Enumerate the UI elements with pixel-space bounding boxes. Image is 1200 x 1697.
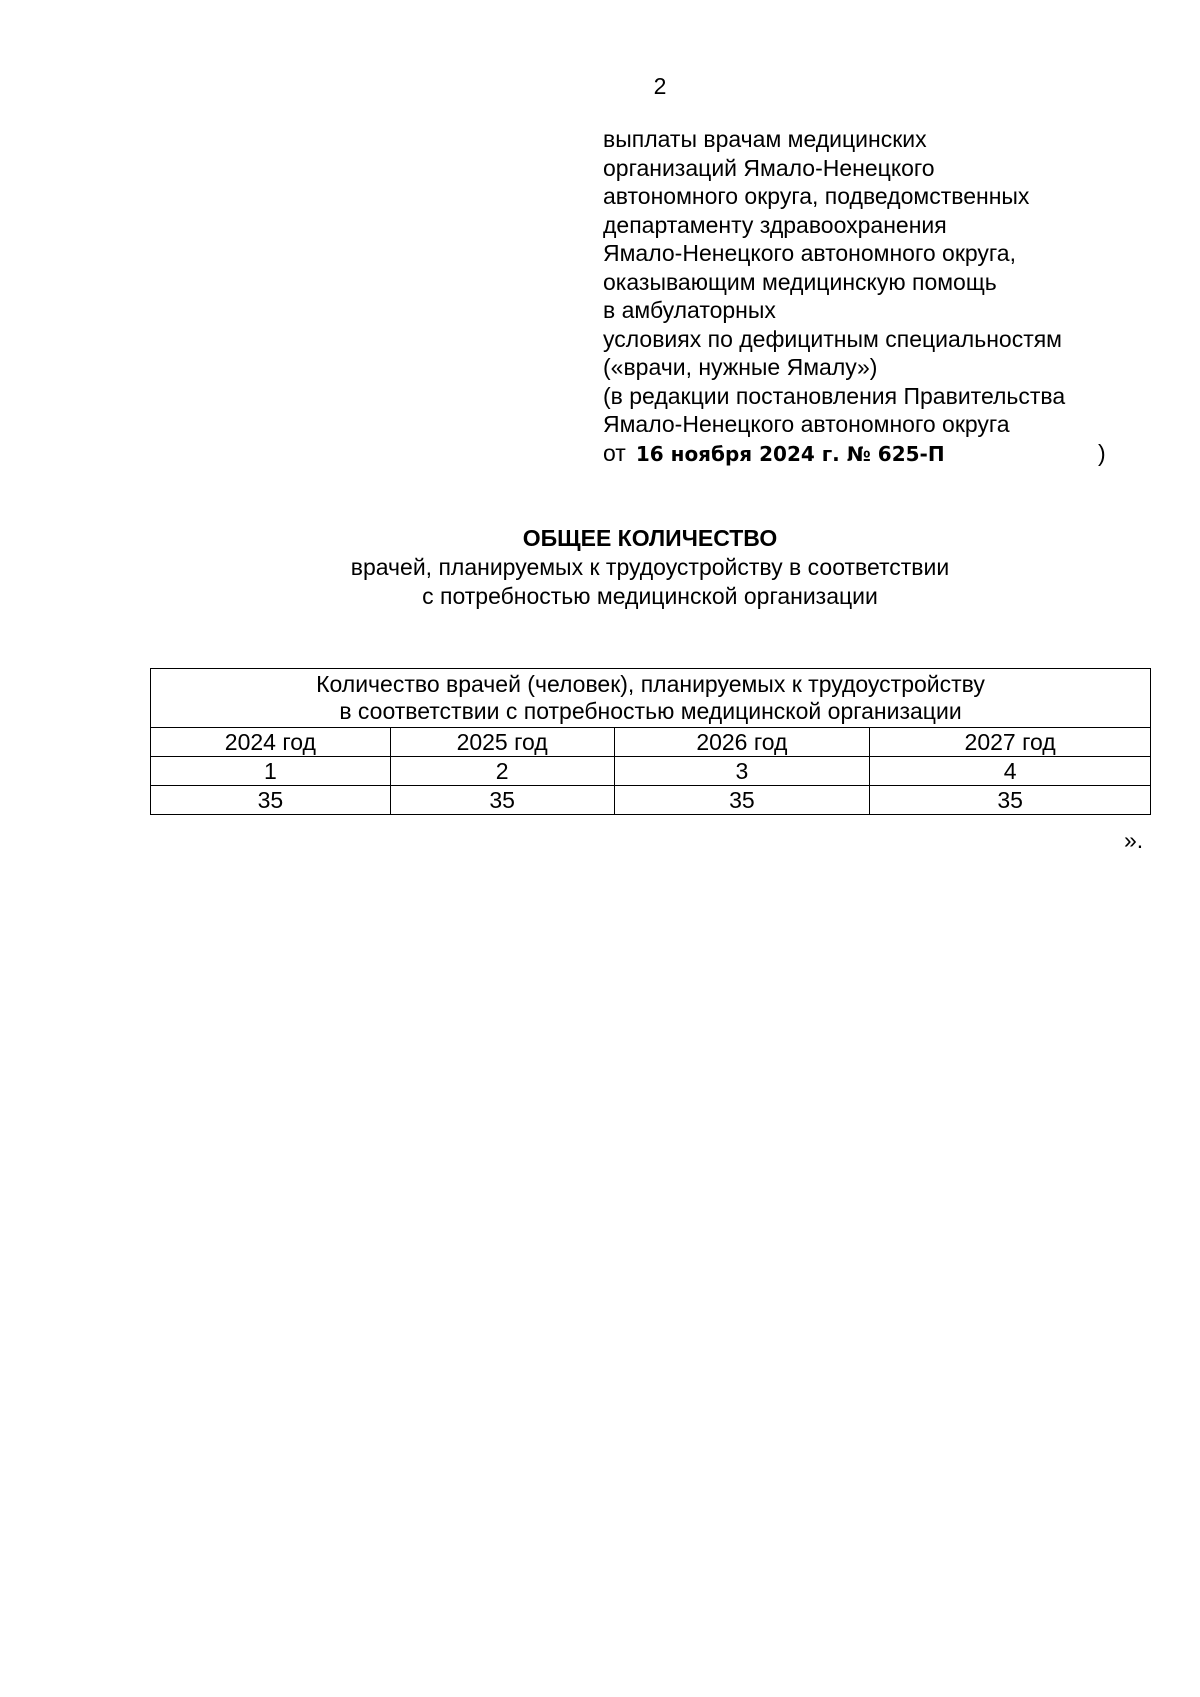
- year-cell: 2025 год: [390, 728, 614, 757]
- table-year-row: [151, 728, 1151, 757]
- approval-line: в амбулаторных: [603, 297, 776, 323]
- column-number-cell: 4: [870, 757, 1151, 786]
- document-heading: [150, 524, 1150, 611]
- column-number-cell: 2: [390, 757, 614, 786]
- document-subtitle-line: с потребностью медицинской организации: [422, 583, 878, 609]
- table-header-row: [151, 669, 1151, 728]
- column-number-cell: 3: [614, 757, 870, 786]
- table-header-line: в соответствии с потребностью медицинской организации: [339, 698, 962, 724]
- table-column-number-row: [151, 757, 1151, 786]
- closing-quote-mark: ».: [1124, 827, 1144, 853]
- doctors-count-table: [150, 668, 1151, 815]
- document-subtitle-line: врачей, планируемых к трудоустройству в соответствии: [350, 554, 950, 580]
- approval-line: департаменту здравоохранения: [603, 211, 947, 238]
- value-cell: 35: [614, 786, 870, 815]
- approval-date-line: [603, 439, 1163, 469]
- approval-line: автономного округа, подведомственных: [603, 183, 1030, 209]
- year-cell: 2024 год: [151, 728, 391, 757]
- approval-line: выплаты врачам медицинских: [603, 126, 927, 152]
- approval-line: оказывающим медицинскую помощь: [603, 268, 997, 295]
- year-cell: 2026 год: [614, 728, 870, 757]
- column-number-cell: 1: [151, 757, 391, 786]
- value-cell: 35: [390, 786, 614, 815]
- approval-block: [603, 125, 1163, 468]
- approval-closing-paren: ): [1098, 439, 1106, 466]
- table-row: [151, 786, 1151, 815]
- page-number: 2: [653, 73, 667, 99]
- approval-line: (в редакции постановления Правительства: [603, 382, 1066, 409]
- approval-line: («врачи, нужные Ямалу»): [603, 354, 878, 380]
- approval-line: организаций Ямало-Ненецкого: [603, 154, 935, 181]
- approval-line: Ямало-Ненецкого автономного округа: [603, 411, 1010, 437]
- approval-line: Ямало-Ненецкого автономного округа,: [603, 240, 1016, 266]
- approval-line: условиях по дефицитным специальностям: [603, 325, 1062, 352]
- table-header-line: Количество врачей (человек), планируемых к трудоустройству: [316, 671, 985, 697]
- value-cell: 35: [870, 786, 1151, 815]
- document-title: ОБЩЕЕ КОЛИЧЕСТВО: [522, 525, 778, 551]
- value-cell: 35: [151, 786, 391, 815]
- year-cell: 2027 год: [870, 728, 1151, 757]
- approval-date-prefix: от: [603, 439, 626, 466]
- table-header-cell: [151, 669, 1151, 728]
- approval-date: 16 ноября 2024 г. № 625-П: [635, 441, 945, 466]
